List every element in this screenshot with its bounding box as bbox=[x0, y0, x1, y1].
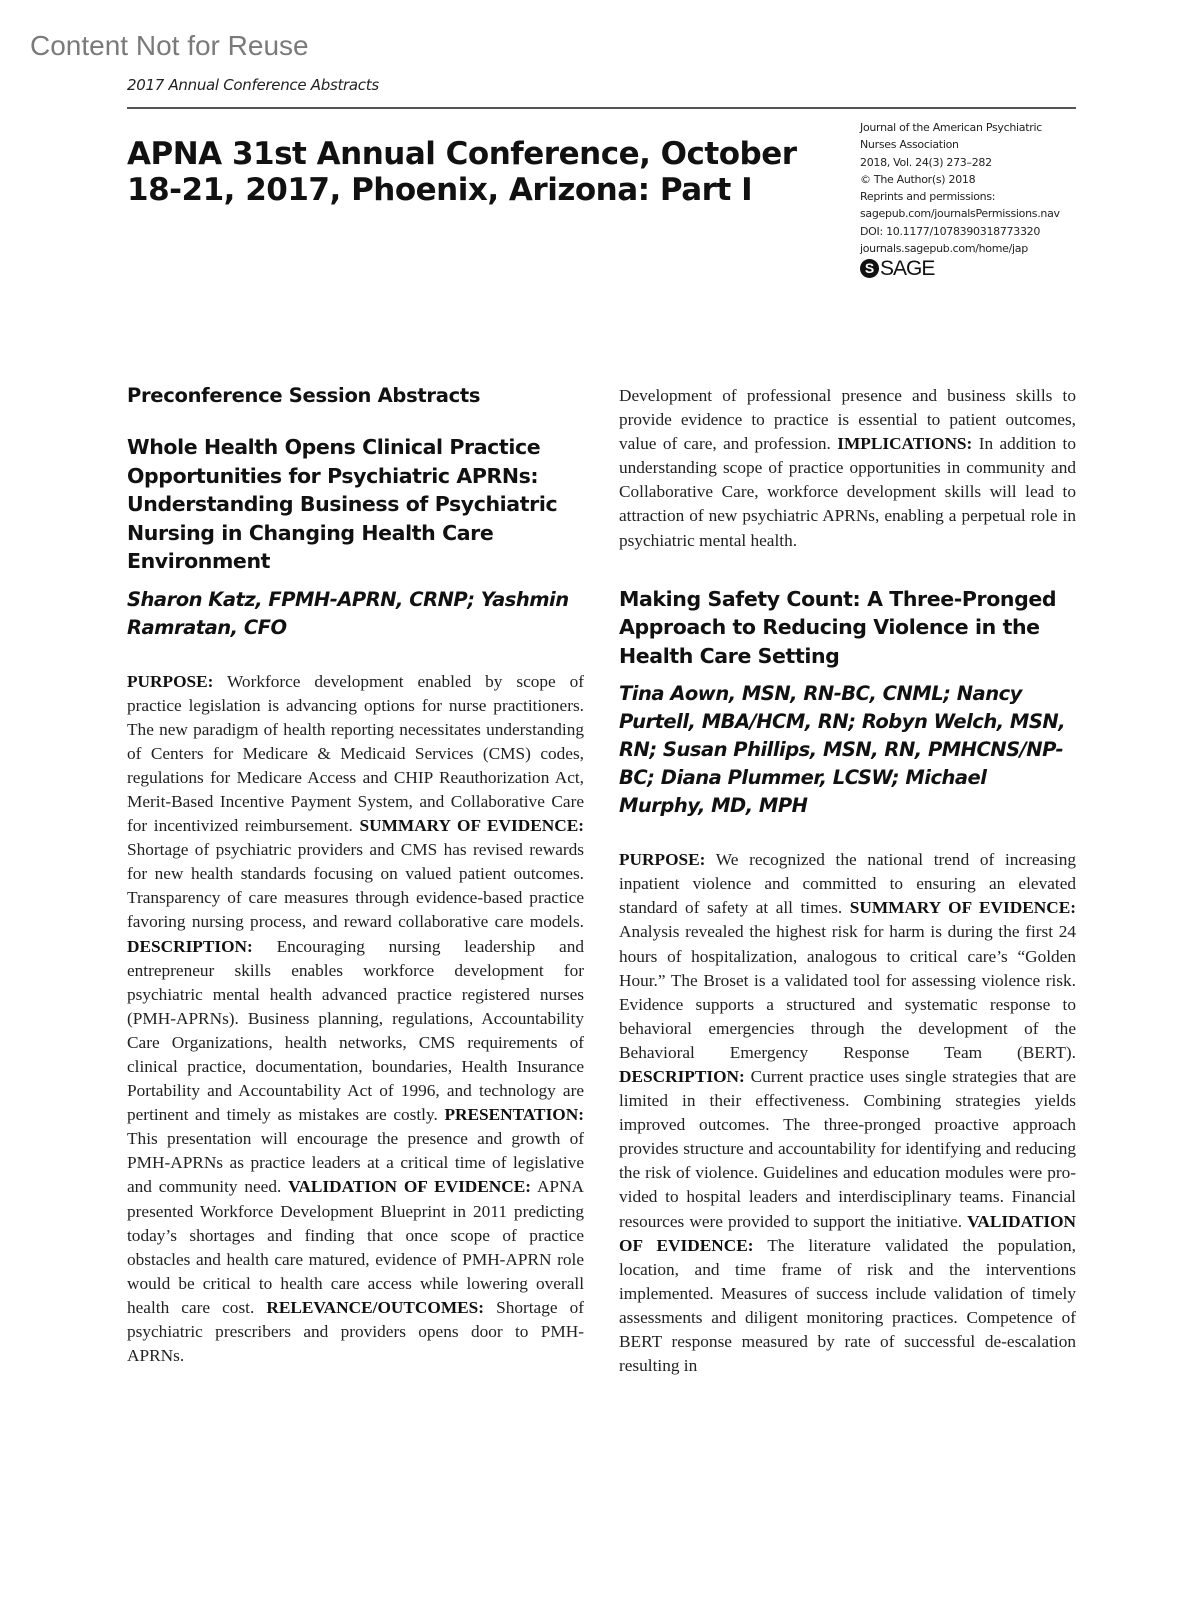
section-text: APNA presented Workforce Development Blueprint in 2011 predicting today’s shortages and finding that once scope of practice obstacles and health care matured, evidence of PMH-APRN role would be critical to health care access while lowering overall health care cost. bbox=[127, 1177, 584, 1317]
section-heading: Preconference Session Abstracts bbox=[127, 384, 481, 407]
abstract-title: Making Safety Count: A Three-Pronged Approach to Reducing Violence in the Health Care Setting bbox=[619, 586, 1057, 668]
section-text: We recognized the national trend of increasing inpatient violence and committed to ensuring an elevated standard of safety at all times. bbox=[619, 850, 1076, 918]
abstract-title: Whole Health Opens Clinical Practice Opportunities for Psychiatric APRNs: Understanding Business of Psychiatric Nursing in Changing Health Care Environment bbox=[127, 435, 558, 573]
section-text: Shortage of psychiatric providers and CMS has revised rewards for new health standards focusing on valued patient outcomes. Transparency of care measures through evidence-based practice favoring nursing process, and reward collaborative care models. bbox=[127, 840, 584, 932]
section-label: IMPLICATIONS: bbox=[837, 434, 973, 454]
section-text: In addition to understanding scope of practice opportunities in community and Collaborative Care, workforce development skills will lead to attraction of new psychiatric APRNs, enabling a perpetual role in psychiatric mental health. bbox=[619, 434, 1077, 550]
section-label: VALIDATION OF EVIDENCE: bbox=[288, 1177, 532, 1197]
abstract-authors: Tina Aown, MSN, RN-BC, CNML; Nancy Purtell, MBA/HCM, RN; Robyn Welch, MSN, RN; Susan Phillips, MSN, RN, PMHCNS/NP-BC; Diana Plummer, LCSW; Michael Murphy, MD, MPH bbox=[619, 682, 1066, 818]
page-title: APNA 31st Annual Conference, October 18-21, 2017, Phoenix, Arizona: Part I bbox=[127, 136, 797, 208]
journal-volume: 2018, Vol. 24(3) 273–282 bbox=[860, 155, 992, 169]
sage-logo-text: SAGE bbox=[880, 257, 935, 281]
section-label: RELEVANCE/OUTCOMES: bbox=[266, 1297, 485, 1317]
sage-logo-icon: S bbox=[860, 259, 879, 278]
section-label: PURPOSE: bbox=[619, 850, 706, 870]
section-label: DESCRIPTION: bbox=[619, 1067, 745, 1086]
section-label: SUMMARY OF EVIDENCE: bbox=[849, 898, 1076, 918]
journal-name-line1: Journal of the American Psychiatric bbox=[860, 121, 1042, 134]
section-text: Workforce development enabled by scope of practice legislation is advancing options for nurse practitioners. The new paradigm of health reporting necessitates understanding of Centers for Medicare & Medicaid Services (CMS) codes, regulations for Medicare Access and CHIP Reauthorization Act, Merit-Based Incentive Payment System, and Collaborative Care for incentivized reimbursement. bbox=[127, 671, 584, 836]
abstract-body bbox=[127, 670, 584, 1369]
journal-url[interactable]: journals.sagepub.com/home/jap bbox=[860, 242, 1028, 256]
doi[interactable]: DOI: 10.1177/1078390318773320 bbox=[860, 224, 1041, 238]
section-label: VALIDATION OF EVIDENCE: bbox=[619, 1211, 1076, 1255]
sage-logo bbox=[860, 257, 1090, 281]
section-text: Shortage of psychiatric prescribers and providers opens door to PMH-APRNs. bbox=[127, 1297, 585, 1366]
section-text: Analysis revealed the highest risk for harm is during the first 24 hours of hospitalization, analogous to critical care’s “Golden Hour.” The Broset is a validated tool for assessing violence risk. Evidence supports a structured and systematic response to behavioral emergencies through the development of the Behavioral Emergency Response Team (BERT). bbox=[619, 922, 1076, 1062]
section-text: Development of professional presence and business skills to provide evidence to practice is essential to patient outcomes, value of care, and profession. bbox=[619, 386, 1076, 454]
section-text: The literature validated the population, location, and time frame of risk and the interventions implemented. Measures of success include validation of timely assessments and diligent monitoring practices. Competence of BERT response measured by rate of successful de-escalation resulting in bbox=[619, 1235, 1076, 1376]
section-text: This presentation will encourage the presence and growth of PMH-APRNs as practice leaders at a critical time of legislative and community need. bbox=[127, 1129, 584, 1197]
abstract-authors: Sharon Katz, FPMH-APRN, CRNP; Yashmin Ramratan, CFO bbox=[127, 587, 569, 639]
section-label: DESCRIPTION: bbox=[127, 936, 253, 956]
reprints-label: Reprints and permissions: bbox=[860, 190, 996, 204]
section-label: SUMMARY OF EVIDENCE: bbox=[359, 816, 584, 836]
section-label: PRESENTATION: bbox=[444, 1105, 584, 1125]
section-text: Encouraging nursing leadership and entrepreneur skills enables workforce development for psychiatric mental health advanced practice registered nurses (PMH-APRNs). Business planning, regulations, Accountability Care Organizations, health networks, CMS requirements of clinical practice, documentation, boundaries, Health Insurance Portability and Accountability Act of 1996, and technology are pertinent and timely as mistakes are costly. bbox=[127, 936, 584, 1125]
reprints-link[interactable]: sagepub.com/journalsPermissions.nav bbox=[860, 207, 1060, 221]
section-text: Current practice uses single strategies that are limited in their effectiveness. Combining strategies yields improved outcomes. The three-pronged proactive approach provides structure and accountability for identifying and reducing the risk of violence. Guidelines and education modules were provided to hospital leaders and interdisciplinary teams. Financial resources were provided to support the initiative. bbox=[619, 1067, 1076, 1231]
abstract-body bbox=[619, 848, 1076, 1378]
header-rule bbox=[127, 107, 1076, 109]
watermark: Content Not for Reuse bbox=[30, 30, 309, 61]
left-column bbox=[127, 384, 584, 1368]
journal-name-line2: Nurses Association bbox=[860, 138, 959, 152]
right-column bbox=[619, 384, 1076, 1378]
journal-copyright: © The Author(s) 2018 bbox=[860, 172, 976, 186]
journal-info-block bbox=[860, 119, 1090, 281]
section-label: PURPOSE: bbox=[127, 671, 214, 691]
running-head: 2017 Annual Conference Abstracts bbox=[127, 76, 379, 94]
abstract-body-continued bbox=[619, 384, 1076, 553]
